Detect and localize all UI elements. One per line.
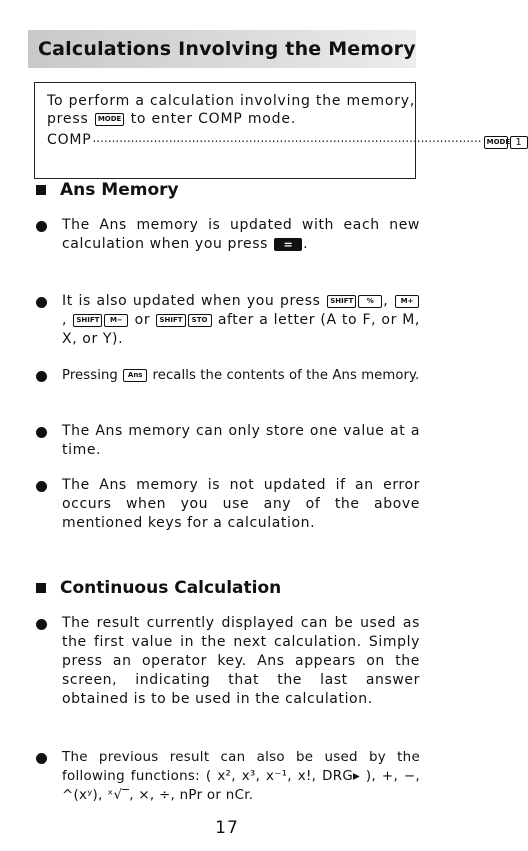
function-list: ( x², x³, x⁻¹, x!, DRG▸ ), +, −, ^(xʸ), ˣ√‾, ×, ÷, nPr or nCr.: [62, 769, 420, 803]
page-number: 17: [215, 818, 239, 838]
bullet-icon: [36, 221, 47, 232]
intro-line-1: To perform a calculation involving the memory,: [47, 93, 416, 109]
bullet-icon: [36, 619, 47, 630]
mode-key-icon: MODE: [484, 136, 508, 149]
page-title: Calculations Involving the Memory: [38, 38, 416, 60]
section-title-bar: [28, 30, 416, 68]
intro-line-2: press MODE to enter COMP mode.: [47, 111, 297, 127]
shift-key-icon: SHIFT: [73, 314, 102, 327]
ans-bullet-2: It is also updated when you press SHIFT % , M+, SHIFT M− or SHIFT STO after a letter (A to F, or M, X, or Y).: [36, 292, 420, 349]
comp-label: COMP: [47, 132, 92, 148]
bullet-icon: [36, 427, 47, 438]
continuous-calculation-heading: Continuous Calculation: [36, 578, 281, 598]
comp-mode-info-box: [34, 82, 522, 179]
cont-bullet-1: The result currently displayed can be used as the first value in the next calculation. Simply press an operator key. Ans appears on the screen, indicating that the last answer obtained is to be used in the calculation.: [36, 614, 420, 709]
shift-key-icon: SHIFT: [327, 295, 356, 308]
one-key-icon: 1: [510, 136, 528, 149]
percent-key-icon: %: [358, 295, 382, 308]
leader-dots: ......................................................................................................: [92, 131, 482, 145]
sto-key-icon: STO: [188, 314, 212, 327]
comp-key-sequence: [47, 129, 522, 149]
ans-memory-heading: Ans Memory: [36, 180, 179, 200]
ans-bullet-3: Pressing Ans recalls the contents of the Ans memory.: [36, 366, 420, 385]
ans-bullet-5: The Ans memory is not updated if an error occurs when you use any of the above mentioned keys for a calculation.: [36, 476, 420, 533]
ans-bullet-1: The Ans memory is updated with each new calculation when you press = .: [36, 216, 420, 254]
section-square-icon: [36, 583, 46, 593]
bullet-icon: [36, 297, 47, 308]
equals-key-icon: =: [274, 238, 302, 251]
ans-bullet-4: The Ans memory can only store one value at a time.: [36, 422, 420, 460]
mode-key-icon: MODE: [95, 113, 125, 126]
shift-key-icon: SHIFT: [156, 314, 185, 327]
bullet-icon: [36, 753, 47, 764]
cont-bullet-2: The previous result can also be used by the following functions: ( x², x³, x⁻¹, x!, DRG▸ ), +, −, ^(xʸ), ˣ√‾, ×, ÷, nPr or nCr.: [36, 748, 420, 805]
m-plus-key-icon: M+: [395, 295, 419, 308]
bullet-icon: [36, 481, 47, 492]
m-minus-key-icon: M−: [104, 314, 128, 327]
ans-key-icon: Ans: [123, 369, 147, 382]
bullet-icon: [36, 371, 47, 382]
section-square-icon: [36, 185, 46, 195]
